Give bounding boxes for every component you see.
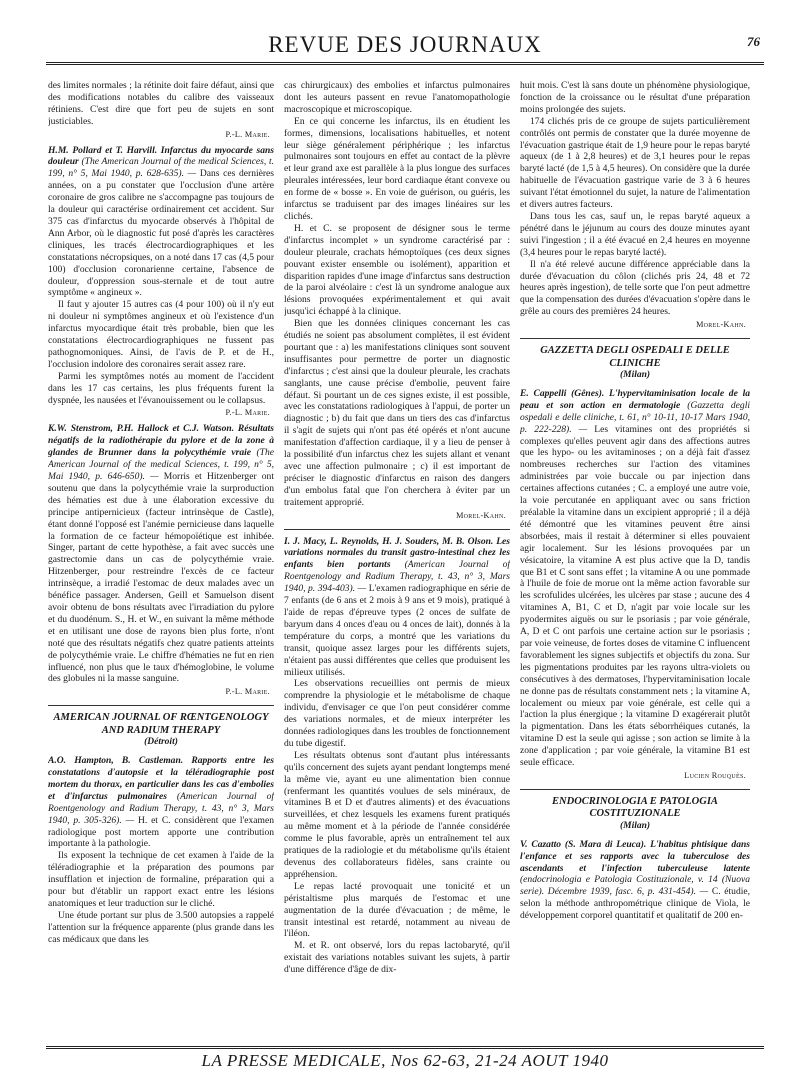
- article-text: Morris et Hitzenberger ont soutenu que dans la polycythémie vraie la surproduction des hématies est due à une élaboration excessive du principe antipernicieux (facteur intrinsèque de Castle), étant donné l'opposé est l'anémie pernicieuse dans laquelle la formation de ce facteur hémopoïétique est inhibée. Singer, partant de cette hypothèse, a fait avec succès une gastrectomie dans un cas de polycythémie vraie. Hitzenberger, pour restreindre l'excès de ce facteur intrinsèque, a irradié l'estomac de deux malades avec un bénéfice passager. Andersen, Geill et Samuelson disent avoir obtenu de bons résultats avec l'irradiation du pylore et du duodénum. S., H. et W., en suivant la même méthode et en utilisant une dose de rayons bien plus forte, n'ont noté que des résultats négatifs chez quatre patients atteints de polycythémie vraie. Le chiffre d'hématies ne fut en rien influencé, non plus que le taux d'hémoglobine, le volume des globules ni la masse sanguine.: [48, 471, 274, 685]
- column-2: [284, 80, 510, 1035]
- paragraph: Il faut y ajouter 15 autres cas (4 pour 100) où il n'y eut ni douleur ni symptômes angineux et où l'existence d'un infarctus myocardique était très probable, bien que les constatations électrocardiographiques ne fussent pas pathognomoniques. Ainsi, de l'avis de P. et de H., l'occlusion indolore des coronaires serait assez rare.: [48, 299, 274, 370]
- page-number: 76: [747, 34, 760, 49]
- article-heading: H.M. Pollard et T. Harvill. Infarctus du myocarde sans douleur: [48, 144, 274, 168]
- section-city: (Détroit): [144, 737, 178, 748]
- article-heading: I. J. Macy, L. Reynolds, H. J. Souders, M. B. Olson. Les variations normales du transit gastro-intestinal chez les enfants bien portants: [284, 535, 510, 571]
- article-heading: K.W. Stenstrom, P.H. Hallock et C.J. Watson. Résultats négatifs de la radiothérapie du pylore et de la zone à glandes de Brunner dans la polycythémie vraie: [48, 423, 274, 459]
- paragraph: Le repas lacté provoquait une tonicité et un péristaltisme plus marqués de l'estomac et une augmentation de la durée d'évacuation ; de même, le transit intestinal est retardé, notamment au niveau de l'iléon.: [284, 880, 510, 940]
- article-reference: (American Journal of Roentgenology and Radium Therapy, t. 43, n° 3, Mars 1940, p. 305-326). —: [48, 790, 274, 826]
- paragraph: Il n'a été relevé aucune différence appréciable dans la durée d'évacuation du côlon (clichés pris 24, 48 et 72 heures après ingestion), de telle sorte que l'on peut admettre que la compensation des durées d'évacuation s'opère dans le grêle au cours des premières 24 heures.: [520, 258, 750, 318]
- signature: P.-L. Marie.: [225, 408, 270, 418]
- article-pollard: [48, 145, 274, 300]
- section-title: GAZZETTA DEGLI OSPEDALI E DELLE CLINICHE: [540, 345, 730, 369]
- article-text: L'examen radiographique en série de 7 enfants (de 6 ans et 2 mois à 9 ans et 9 mois), pratiqué à l'aide de repas d'épreuve types (2 onces de sulfate de baryum dans 4 onces d'eau ou 4 onces de lait), donnés à la température du corps, a montré que les variations du transit, quoique assez larges pour les différents sujets, n'étaient pas aussi différentes que celles que produisent les milieux utilisés.: [284, 583, 510, 678]
- section-city: (Milan): [619, 370, 651, 381]
- article-reference: (The American Journal of the medical Sciences, t. 199, n° 5, Mai 1940, p. 628-635). —: [48, 156, 274, 180]
- paragraph: des limites normales ; la rétinite doit faire défaut, ainsi que des modifications notables du calibre des vaisseaux rétiniens. C'est dire que fort peu de sujets en sont justiciables.: [48, 80, 274, 127]
- article-text: H. et C. considèrent que l'examen radiologique post mortem apporte une contribution importante à la pathologie.: [48, 814, 274, 850]
- journal-section-title: REVUE DES JOURNAUX: [268, 32, 542, 57]
- article-hampton: [48, 755, 274, 850]
- section-divider: [520, 789, 750, 790]
- signature: Morel-Kahn.: [456, 510, 506, 520]
- article-cappelli: [520, 388, 750, 769]
- article-text: Les vitamines ont des propriétés si complexes qu'elles peuvent agir dans des affections autres que les hypo- ou les avitaminoses ; on a déjà fait d'assez nombreuses recherches sur l'action des vitamines administrées par voie buccale ou par injection dans certaines affections cutanées ; C. a employé une autre voie, la voie percutanée en appliquant avec ou sans friction préalable la vitamine dans un excipient approprié ; il a déjà été démontré que les vitamines peuvent être ainsi absorbées, mais il restait à déterminer si elles pouvaient agir localement. Sur les lésions provoquées par un vésicatoire, la vitamine A est plus active que la D, tandis que B1 et C sont sans effet ; la vitamine A ou une pommade à l'huile de foie de morue ont la même action favorable sur les scrofulides ulcérées, les ulcères par stase ; aucune des 4 vitamines A, B1, C et D, n'agit par voie locale sur les pyodermites aiguës ou sur le psoriasis ; par voie générale, A, D et C ont parfois une certaine action sur le psoriasis ; par voie veineuse, de fortes doses de vitamine C influencent favorablement les signes subjectifs et objectifs du zona. Sur les pigmentations produites par les rayons ultra-violets ou consécutives à des dermatoses, l'hypervitaminisation locale ne donne pas de résultats constamment nets ; la vitamine A, localement ou mieux par voie générale, est celle qui a l'action la plus énergique ; la vitamine D exagérerait plutôt la pigmentation. Dans les états séborrhéiques cutanés, la vitamine D est la seule qui agisse ; son action se limite à la zone d'application ; par voie générale, la vitamine B1 est seule efficace.: [520, 423, 750, 769]
- paragraph: H. et C. se proposent de désigner sous le terme d'infarctus incomplet » un syndrome caractérisé par : douleur pleurale, crachats hémoptoïques (ces deux signes pouvant exister ensemble ou isolément), apparition et disparition rapides d'une image d'infarctus sans destruction de la paroi alvéolaire : c'est là un syndrome analogue aux lésions provoquées expérimentalement et qui avait jusqu'ici échappé à la clinique.: [284, 222, 510, 318]
- article-divider: [284, 529, 510, 530]
- paragraph: Bien que les données cliniques concernant les cas étudiés ne soient pas absolument complètes, il est évident pourtant que : a) les manifestations cliniques sont souvent insuffisantes pour permettre de porter un diagnostic d'infarctus ; c'est ainsi que la douleur pleurale, les crachats sanglants, une cause précise d'embolie, peuvent faire défaut. Si pourtant un de ces signes existe, il est possible, avec les constatations radiologiques à l'appui, de porter un diagnostic ; b) du fait que dans un tiers des cas d'infarctus il s'agit de sujets qui n'ont pas été opérés et n'ont aucune manifestation d'affection cardiaque, il y a lieu de penser à la possibilité d'un infarctus chez les sujets allant et venant avec une affection pulmonaire ; c) il est important de préciser le diagnostic d'infarctus en raison des dangers d'un embolus fatal que l'on cherchera à éviter par un traitement approprié.: [284, 318, 510, 508]
- signature: P.-L. Marie.: [225, 687, 270, 697]
- paragraph: Dans tous les cas, sauf un, le repas baryté aqueux a pénétré dans le jéjunum au cours des douze minutes ayant suivi l'ingestion ; il a été évacué en 2,4 heures en moyenne (3,4 heures pour le repas baryté lacté).: [520, 210, 750, 258]
- paragraph: Ils exposent la technique de cet examen à l'aide de la téléradiographie et la préparation des poumons par insufflation et injection de formaline, préparation qui a pour but d'établir un rapport exact entre les lésions anatomiques et leur traduction sur le cliché.: [48, 850, 274, 909]
- section-city: (Milan): [619, 820, 651, 831]
- article-macy: [284, 536, 510, 679]
- article-reference: (endocrinologia e Patologia Costituzionale, v. 14 (Nuova serie). Décembre 1939, fasc. 6, p. 431-454). —: [520, 874, 750, 898]
- paragraph: En ce qui concerne les infarctus, ils en étudient les formes, dimensions, localisations habituelles, et notent leur siège généralement périphérique ; les infarctus pulmonaires sont toujours en effet au contact de la plèvre et leur grand axe est parallèle à la plus longue des surfaces pleurales intéressées, leur bord cardiaque étant convexe ou en forme de « bosse ». En voie de guérison, ou guéris, les infarctus se traduisent par des images linéaires sur les clichés.: [284, 115, 510, 222]
- article-cazatto: [520, 839, 750, 922]
- header-rule: [46, 62, 764, 65]
- paragraph: M. et R. ont observé, lors du repas lactobaryté, qu'il existait des variations notables suivant les sujets, à partir d'une différence d'âge de dix-: [284, 940, 510, 976]
- paragraph: 174 clichés pris de ce groupe de sujets particulièrement contrôlés ont permis de constater que la durée moyenne de l'évacuation gastrique était de 1,9 heure pour le repas baryté aqueux (de 1 à 2,8 heures) et de 3,1 heures pour le repas baryté lacté (de 1,5 à 4,5 heures). On considère que la durée habituelle de l'évacuation gastrique varie de 3 à 6 heures suivant l'état émotionnel du sujet, la nature de l'alimentation et divers autres facteurs.: [520, 115, 750, 211]
- paragraph: Les résultats obtenus sont d'autant plus intéressants qu'ils concernent des sujets ayant pendant longtemps mené la même vie, ayant eu une alimentation bien connue (renfermant les quantités voulues de sels minéraux, de vitamines B et D et d'autres aliments) et des évacuations surveillées, et chez lesquels les examens furent pratiqués au même moment et à la période de l'année considérée comme le plus favorable, après un entraînement tel aux pratiques de la radiologie et du métabolisme qu'ils étaient devenus des collaborateurs fidèles, sans crainte ou appréhension.: [284, 749, 510, 880]
- article-heading: E. Cappelli (Gênes). L'hypervitaminisation locale de la peau et son action en dermatologie: [520, 387, 750, 411]
- footer-rule: [46, 1046, 764, 1049]
- section-title: ENDOCRINOLOGIA E PATOLOGIA COSTITUZIONALE: [552, 795, 718, 820]
- signature: Lucien Rouquès.: [684, 770, 746, 780]
- paragraph: cas chirurgicaux) des embolies et infarctus pulmonaires dont les auteurs passent en revue l'anatomopathologie macroscopique et microscopique.: [284, 80, 510, 115]
- paragraph: Parmi les symptômes notés au moment de l'accident dans les 17 cas certains, les plus fréquents furent la dyspnée, les nausées et l'évanouissement ou le collapsus.: [48, 370, 274, 406]
- article-text: Dans ces dernières années, on a pu constater que l'occlusion d'une artère coronaire de gros calibre ne s'accompagne pas toujours de la douleur qui caractérise ordinairement cet accident. Sur 375 cas d'infarctus du myocarde observés à l'hôpital de Ann Arbor, où le diagnostic fut posé d'après les caractères cliniques, les tracés électrocardiographiques et les constatations nécropsiques, on a noté dans 17 cas (4,5 pour 100) d'occlusion coronarienne certaine, l'absence de douleur, d'oppression sous-sternale et de tout autre symptôme « angineux ».: [48, 168, 274, 299]
- page-header: [46, 28, 764, 62]
- page-footer: LA PRESSE MEDICALE, Nos 62-63, 21-24 AOUT 1940: [201, 1051, 609, 1070]
- article-heading: V. Cazatto (S. Mara di Leuca). L'habitus phtisique dans l'enfance et ses rapports avec la tuberculose des ascendants et l'infection tuberculeuse latente: [520, 838, 750, 874]
- article-stenstrom: [48, 423, 274, 685]
- signature: Morel-Kahn.: [696, 320, 746, 330]
- signature: P.-L. Marie.: [225, 129, 270, 139]
- section-divider: [520, 338, 750, 339]
- article-text: C. étudie, selon la méthode anthropométrique clinique de Viola, le développement corporel quantitatif et qualitatif de 200 en-: [520, 886, 750, 922]
- paragraph: Une étude portant sur plus de 3.500 autopsies a rappelé l'attention sur la fréquence apparente (plus grande dans les cas médicaux que dans les: [48, 909, 274, 945]
- article-reference: (American Journal of Roentgenology and Radium Therapy, t. 43, n° 3, Mars 1940, p. 394-403). —: [284, 559, 510, 595]
- section-divider: [48, 705, 274, 706]
- article-heading: A.O. Hampton, B. Castleman. Rapports entre les constatations d'autopsie et la téléradiographie post mortem du thorax, en particulier dans les cas d'embolies et d'infarctus pulmonaires: [48, 755, 274, 802]
- paragraph: Les observations recueillies ont permis de mieux comprendre la physiologie et le métabolisme de chaque individu, d'envisager ce que l'on peut considérer comme des variations normales, et de mieux interpréter les données radiologiques dans les troubles de fonctionnement du tube digestif.: [284, 678, 510, 749]
- column-1: [48, 80, 274, 1035]
- column-3: [520, 80, 750, 1035]
- article-reference: (Gazzetta degli ospedali e delle cliniche, t. 61, n° 10-11, 10-17 Mars 1940, p. 222-228). —: [520, 399, 750, 435]
- paragraph: huit mois. C'est là sans doute un phénomène physiologique, fonction de la croissance ou le résultat d'une préparation moins prolongée des sujets.: [520, 80, 750, 115]
- article-reference: (The American Journal of the medical Sciences, t. 199, n° 5, Mai 1940, p. 646-650). —: [48, 447, 274, 482]
- section-title: AMERICAN JOURNAL OF RŒNTGENOLOGY AND RADIUM THERAPY: [53, 712, 269, 736]
